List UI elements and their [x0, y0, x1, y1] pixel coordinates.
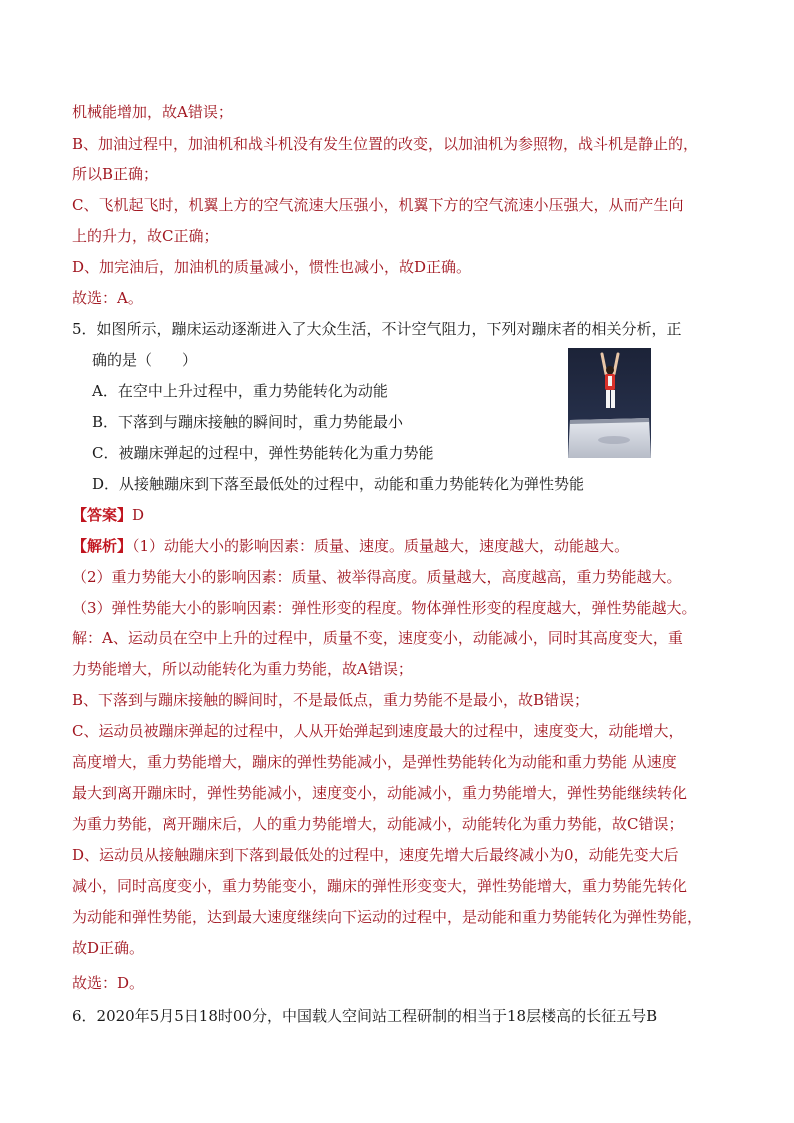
analysis-line: B、下落到与蹦床接触的瞬间时，不是最低点，重力势能不是最小，故B错误；: [72, 691, 590, 709]
analysis-line: 最大到离开蹦床时，弹性势能减小，速度变小，动能减小，重力势能增大，弹性势能继续转化: [72, 784, 688, 802]
text-line: 故选：A。: [72, 289, 143, 307]
trampoline-photo: [568, 348, 651, 458]
analysis-line: D、运动员从接触蹦床到下落到最低处的过程中，速度先增大后最终减小为0，动能先变大后: [72, 846, 679, 864]
text-line: C、飞机起飞时，机翼上方的空气流速大压强小，机翼下方的空气流速小压强大，从而产生向: [72, 196, 684, 214]
analysis-line: 解：A、运动员在空中上升的过程中，质量不变，速度变小，动能减小，同时其高度变大，重: [72, 629, 683, 647]
analysis-line: （3）弹性势能大小的影响因素：弹性形变的程度。物体弹性形变的程度越大，弹性势能越大。: [72, 599, 697, 617]
answer-value: D: [132, 506, 145, 524]
analysis-row: [72, 536, 629, 556]
answer-row: [72, 505, 144, 525]
question-5-stem-cont: 确的是（ ）: [92, 351, 198, 369]
option-d: D．从接触蹦床到下落至最低处的过程中，动能和重力势能转化为弹性势能: [92, 475, 585, 493]
option-b: B．下落到与蹦床接触的瞬间时，重力势能最小: [92, 413, 404, 431]
option-c: C．被蹦床弹起的过程中，弹性势能转化为重力势能: [92, 444, 434, 462]
text-line: 所以B正确；: [72, 165, 159, 183]
text-line: D、加完油后，加油机的质量减小，惯性也减小，故D正确。: [72, 258, 472, 276]
analysis-line: 为动能和弹性势能，达到最大速度继续向下运动的过程中，是动能和重力势能转化为弹性势能，: [72, 908, 703, 926]
text-line: 机械能增加，故A错误；: [72, 103, 233, 121]
question-5-stem: 5．如图所示，蹦床运动逐渐进入了大众生活，不计空气阻力，下列对蹦床者的相关分析，正: [72, 320, 682, 338]
analysis-line: 力势能增大，所以动能转化为重力势能，故A错误；: [72, 660, 413, 678]
option-a: A．在空中上升过程中，重力势能转化为动能: [92, 382, 388, 400]
text-line: 上的升力，故C正确；: [72, 227, 219, 245]
analysis-line: C、运动员被蹦床弹起的过程中，人从开始弹起到速度最大的过程中，速度变大，动能增大，: [72, 722, 684, 740]
answer-tag: 【答案】: [72, 506, 133, 524]
analysis-line: 为重力势能，离开蹦床后，人的重力势能增大，动能减小，动能转化为重力势能，故C错误；: [72, 815, 684, 833]
analysis-line: （2）重力势能大小的影响因素：质量、被举得高度。质量越大，高度越高，重力势能越大。: [72, 568, 682, 586]
analysis-line: 故D正确。: [72, 939, 145, 957]
analysis-line: 高度增大，重力势能增大，蹦床的弹性势能减小，是弹性势能转化为动能和重力势能 从速度: [72, 753, 677, 771]
analysis-tag: 【解析】: [72, 537, 133, 555]
text-line: B、加油过程中，加油机和战斗机没有发生位置的改变，以加油机为参照物，战斗机是静止的，: [72, 135, 699, 153]
analysis-line: 减小，同时高度变小，重力势能变小，蹦床的弹性形变变大，弹性势能增大，重力势能先转化: [72, 877, 688, 895]
question-6-stem: 6．2020年5月5日18时00分，中国载人空间站工程研制的相当于18层楼高的长征五号B: [72, 1007, 658, 1025]
analysis-line: 故选：D。: [72, 974, 145, 992]
analysis-line: （1）动能大小的影响因素：质量、速度。质量越大，速度越大，动能越大。: [132, 537, 630, 555]
